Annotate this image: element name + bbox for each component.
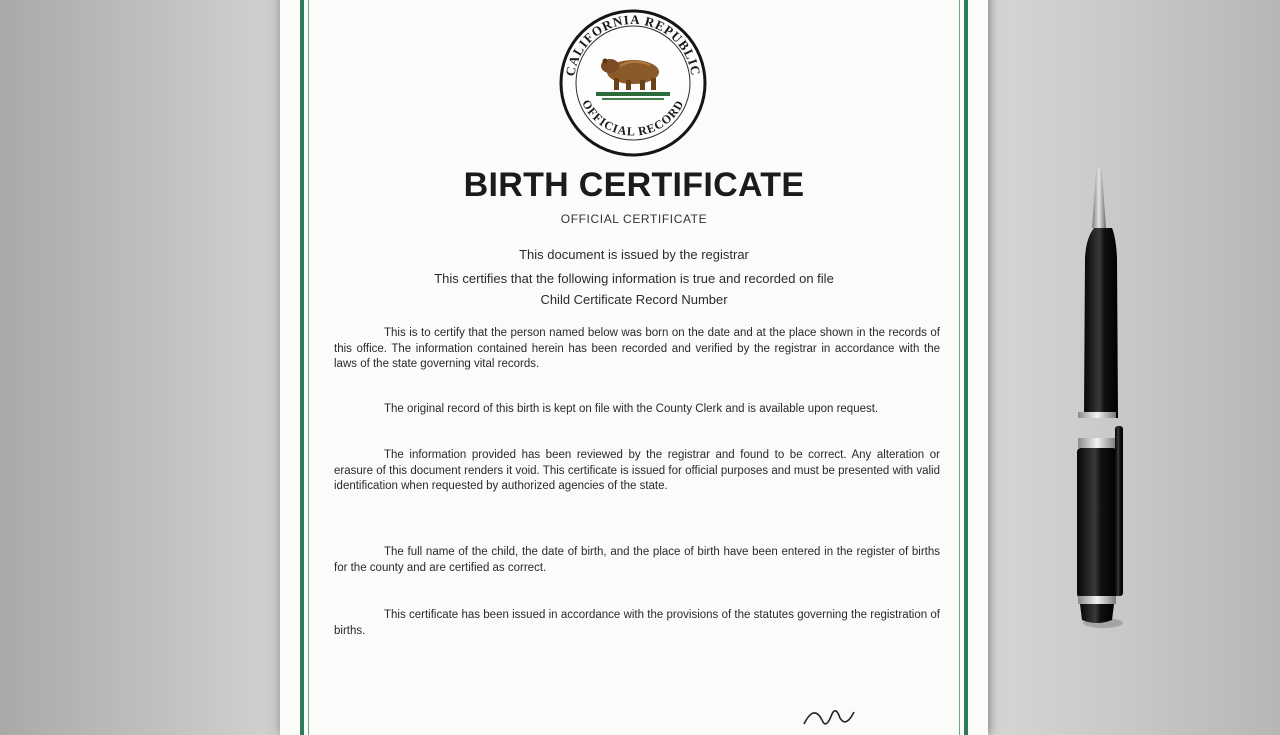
pen-icon <box>1066 168 1136 634</box>
birth-certificate-document <box>280 0 988 735</box>
seal-top-text: CALIFORNIA REPUBLIC <box>562 11 704 78</box>
paragraph-3: The information provided has been reviewed by the registrar and found to be correct. Any alteration or erasure of this document renders it void. This certificate is issued for official purposes and must be presented with valid identification when requested by authorized agencies of the state. <box>334 449 940 492</box>
intro-line-1: This document is issued by the registrar <box>519 247 749 262</box>
certificate-title: BIRTH CERTIFICATE <box>463 166 805 204</box>
paragraph-2: The original record of this birth is kept on file with the County Clerk and is available upon request. <box>384 403 879 415</box>
state-seal <box>558 8 708 158</box>
paragraph-1: This is to certify that the person named below was born on the date and at the place shown in the records of this office. The information contained herein has been recorded and verified by the registrar in accordance with the laws of the state governing vital records. <box>334 327 940 370</box>
certificate-subtitle: OFFICIAL CERTIFICATE <box>560 212 708 226</box>
signature <box>800 702 880 732</box>
intro-line-2: This certifies that the following information is true and recorded on file <box>434 271 834 286</box>
intro-line-3: Child Certificate Record Number <box>540 292 728 307</box>
paragraph-5: This certificate has been issued in accordance with the provisions of the statutes governing the registration of births. <box>334 609 940 637</box>
paragraph-4: The full name of the child, the date of birth, and the place of birth have been entered in the register of births for the county and are certified as correct. <box>334 546 940 574</box>
seal-bottom-text: OFFICIAL RECORD <box>579 97 687 139</box>
